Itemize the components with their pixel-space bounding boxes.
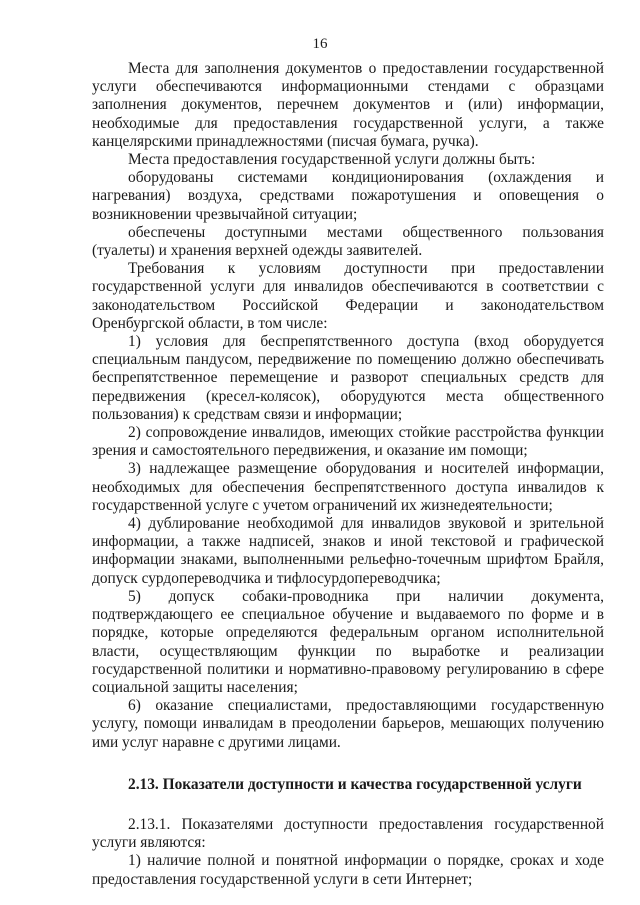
list-item-1: 1) условия для беспрепятственного доступа (вход оборудуется специальным пандусом, передвижение по помещению должно обеспечивать беспрепятственное перемещение и разворот специальных средств для передвижения (кресел-колясок), оборудуются места общественного пользования) к средствам связи и информации; — [92, 333, 604, 423]
paragraph-accessibility-requirements: Требования к условиям доступности при предоставлении государственной услуги для инвалидов обеспечиваются в соответствии с законодательством Российской Федерации и законодательством Оренбургской области, в том числе: — [92, 260, 604, 332]
spacer — [92, 752, 604, 776]
paragraph-service-places-intro: Места предоставления государственной услуги должны быть: — [128, 151, 536, 169]
indicator-item-1: 1) наличие полной и понятной информации о порядке, сроках и ходе предоставления государственной услуги в сети Интернет; — [92, 852, 604, 888]
paragraph-provided: обеспечены доступными местами общественного пользования (туалеты) и хранения верхней одежды заявителей. — [92, 223, 604, 260]
list-item-2: 2) сопровождение инвалидов, имеющих стойкие расстройства функции зрения и самостоятельного передвижения, и оказание им помощи; — [92, 424, 604, 460]
page-number: 16 — [312, 36, 328, 52]
section-heading: 2.13. Показатели доступности и качества государственной услуги — [128, 775, 582, 793]
spacer — [92, 794, 604, 816]
list-item-3: 3) надлежащее размещение оборудования и носителей информации, необходимых для обеспечения беспрепятственного доступа инвалидов к государственной услуге с учетом ограничений их жизнедеятельности; — [92, 460, 604, 514]
paragraph-forms-places: Места для заполнения документов о предоставлении государственной услуги обеспечиваются информационными стендами с образцами заполнения документов, перечнем документов и (или) информации, необходимые для предоставления государственной услуги, а также канцелярскими принадлежностями (писчая бумага, ручка). — [92, 60, 604, 150]
paragraph-equipped: оборудованы системами кондиционирования (охлаждения и нагревания) воздуха, средствами пожаротушения и оповещения о возникновении чрезвычайной ситуации; — [92, 169, 604, 223]
document-body — [92, 60, 604, 889]
list-item-5: 5) допуск собаки-проводника при наличии документа, подтверждающего ее специальное обучение и выдаваемого по форме и в порядке, которые определяются федеральным органом исполнительной власти, осуществляющим функции по выработке и реализации государственной политики и нормативно-правовому регулированию в сфере социальной защиты населения; — [92, 587, 604, 696]
paragraph-indicators-intro: 2.13.1. Показателями доступности предоставления государственной услуги являются: — [92, 815, 604, 852]
list-item-4: 4) дублирование необходимой для инвалидов звуковой и зрительной информации, а также надписей, знаков и иной текстовой и графической информации знаками, выполненными рельефно-точечным шрифтом Брайля, допуск сурдопереводчика и тифлосурдопереводчика; — [92, 515, 604, 587]
list-item-6: 6) оказание специалистами, предоставляющими государственную услугу, помощи инвалидам в преодолении барьеров, мешающих получению ими услуг наравне с другими лицами. — [92, 697, 604, 751]
